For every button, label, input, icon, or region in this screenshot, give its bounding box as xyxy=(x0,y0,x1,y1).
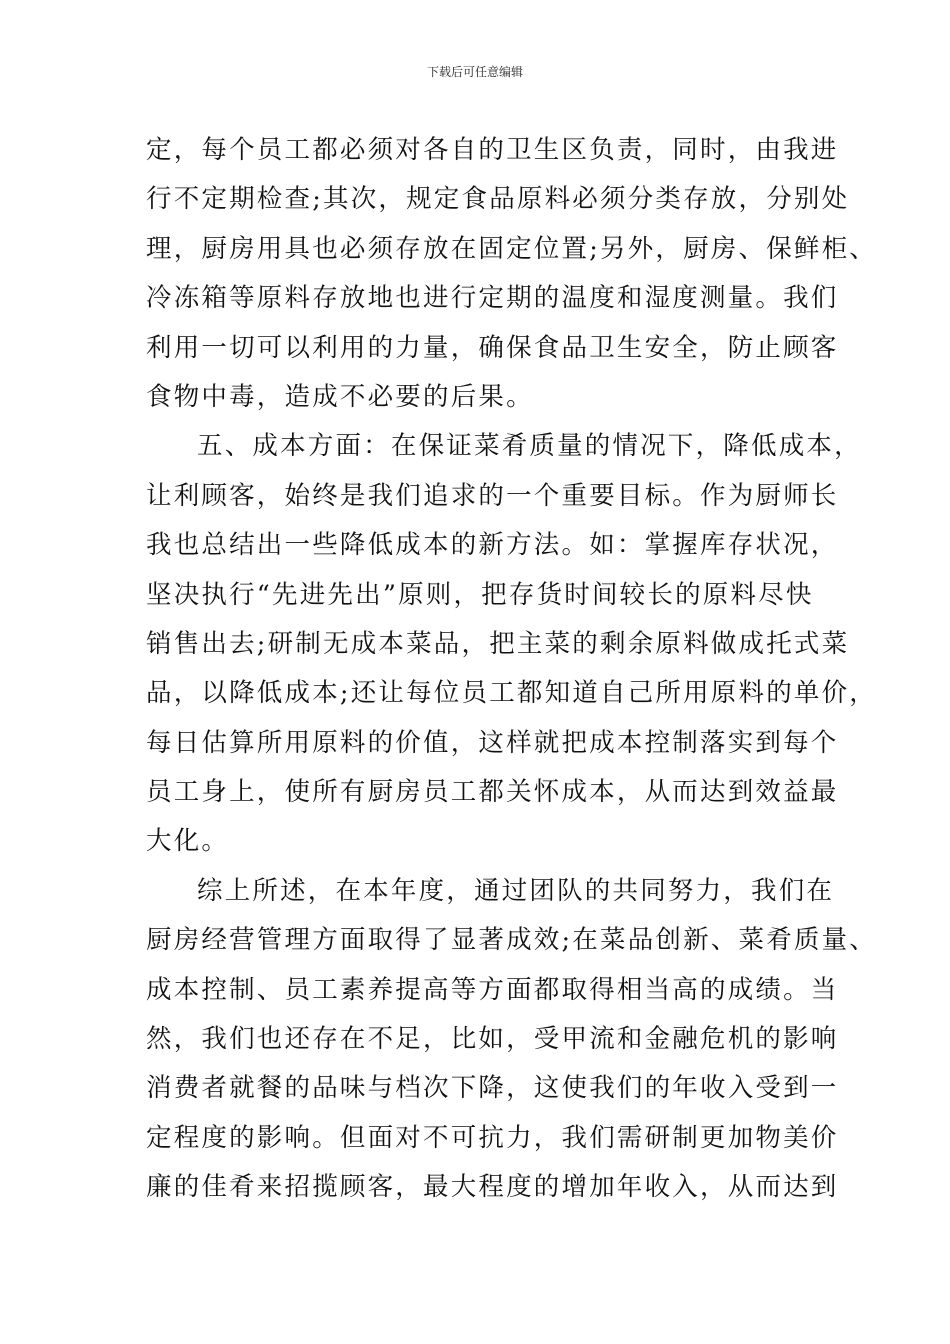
text-line: 理，厨房用具也必须存放在固定位置;另外，厨房、保鲜柜、 xyxy=(146,233,877,264)
text-line: 品，以降低成本;还让每位员工都知道自己所用原料的单价， xyxy=(146,678,877,709)
text-line: 厨房经营管理方面取得了显著成效;在菜品创新、菜肴质量、 xyxy=(146,925,877,956)
text-line: 销售出去;研制无成本菜品，把主菜的剩余原料做成托式菜 xyxy=(146,628,850,659)
text-line: 定程度的影响。但面对不可抗力，我们需研制更加物美价 xyxy=(146,1122,839,1153)
text-line: 员工身上，使所有厨房员工都关怀成本，从而达到效益最 xyxy=(146,777,839,808)
text-line: 我也总结出一些降低成本的新方法。如：掌握库存状况， xyxy=(146,530,839,561)
text-line: 定，每个员工都必须对各自的卫生区负责，同时，由我进 xyxy=(146,135,839,165)
paragraph-start-line: 综上所述，在本年度，通过团队的共同努力，我们在 xyxy=(197,875,835,906)
text-line: 每日估算所用原料的价值，这样就把成本控制落实到每个 xyxy=(146,727,839,758)
text-line: 坚决执行“先进先出”原则，把存货时间较长的原料尽快 xyxy=(146,579,814,610)
text-line: 消费者就餐的品味与档次下降，这使我们的年收入受到一 xyxy=(146,1073,839,1104)
text-line: 利用一切可以利用的力量，确保食品卫生安全，防止顾客 xyxy=(146,332,839,363)
text-line: 成本控制、员工素养提高等方面都取得相当高的成绩。当 xyxy=(146,974,839,1005)
text-line: 冷冻箱等原料存放地也进行定期的温度和湿度测量。我们 xyxy=(146,283,839,314)
text-line: 让利顾客，始终是我们追求的一个重要目标。作为厨师长 xyxy=(146,480,839,511)
text-line: 廉的佳肴来招揽顾客，最大程度的增加年收入，从而达到 xyxy=(146,1172,839,1203)
text-line: 行不定期检查;其次，规定食品原料必须分类存放，分别处 xyxy=(146,184,850,215)
text-line: 食物中毒，造成不必要的后果。 xyxy=(146,381,534,412)
paragraph-start-line: 五、成本方面：在保证菜肴质量的情况下，降低成本， xyxy=(197,431,862,462)
text-line: 大化。 xyxy=(146,826,230,857)
document-body xyxy=(146,126,877,1213)
text-line: 然，我们也还存在不足，比如，受甲流和金融危机的影响 xyxy=(146,1024,839,1055)
page-header-note: 下载后可任意编辑 xyxy=(426,65,523,79)
